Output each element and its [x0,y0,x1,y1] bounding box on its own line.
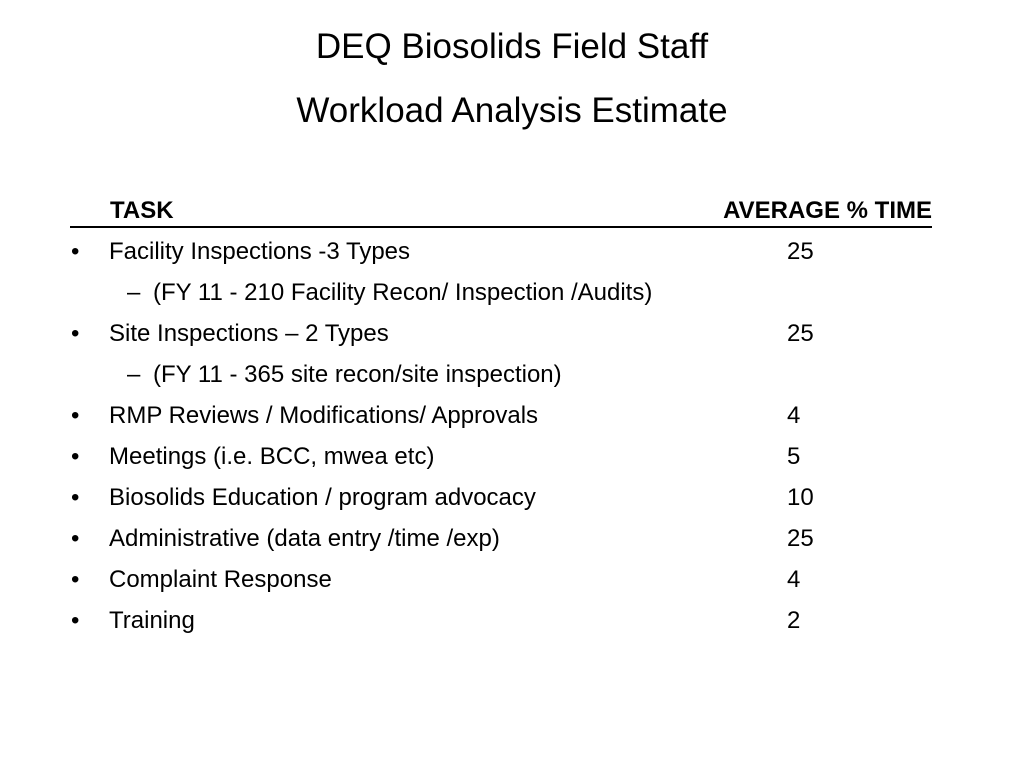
task-row [0,604,1024,638]
bullet-icon: • [71,484,80,511]
task-label: RMP Reviews / Modifications/ Approvals [109,402,539,429]
task-row [0,481,1024,515]
task-percent: 25 [787,320,814,347]
task-column-header: TASK [110,197,174,224]
bullet-icon: • [71,238,80,265]
bullet-icon: • [71,320,80,347]
task-label: Meetings (i.e. BCC, mwea etc) [109,443,435,470]
task-row [0,563,1024,597]
task-label: Site Inspections – 2 Types [109,320,389,347]
bullet-icon: • [71,443,80,470]
task-detail: (FY 11 - 365 site recon/site inspection) [153,361,562,388]
task-row [0,235,1024,269]
task-subrow [0,276,1024,310]
task-percent: 2 [787,607,801,634]
dash-icon: – [127,279,141,306]
task-label: Biosolids Education / program advocacy [109,484,536,511]
task-row [0,399,1024,433]
task-label: Complaint Response [109,566,332,593]
task-percent: 4 [787,402,801,429]
task-percent: 10 [787,484,814,511]
bullet-icon: • [71,566,80,593]
task-percent: 25 [787,238,814,265]
task-percent: 25 [787,525,814,552]
task-label: Training [109,607,195,634]
task-percent: 5 [787,443,801,470]
task-label: Administrative (data entry /time /exp) [109,525,500,552]
bullet-icon: • [71,525,80,552]
time-column-header: AVERAGE % TIME [723,197,932,224]
slide-title: DEQ Biosolids Field Staff [315,27,709,66]
bullet-icon: • [71,607,80,634]
slide-subtitle: Workload Analysis Estimate [296,91,728,130]
table-header [70,196,932,228]
task-subrow [0,358,1024,392]
bullet-icon: • [71,402,80,429]
task-percent: 4 [787,566,801,593]
task-detail: (FY 11 - 210 Facility Recon/ Inspection /Audits) [153,279,653,306]
task-row [0,522,1024,556]
task-label: Facility Inspections -3 Types [109,238,411,265]
task-row [0,317,1024,351]
task-row [0,440,1024,474]
dash-icon: – [127,361,141,388]
